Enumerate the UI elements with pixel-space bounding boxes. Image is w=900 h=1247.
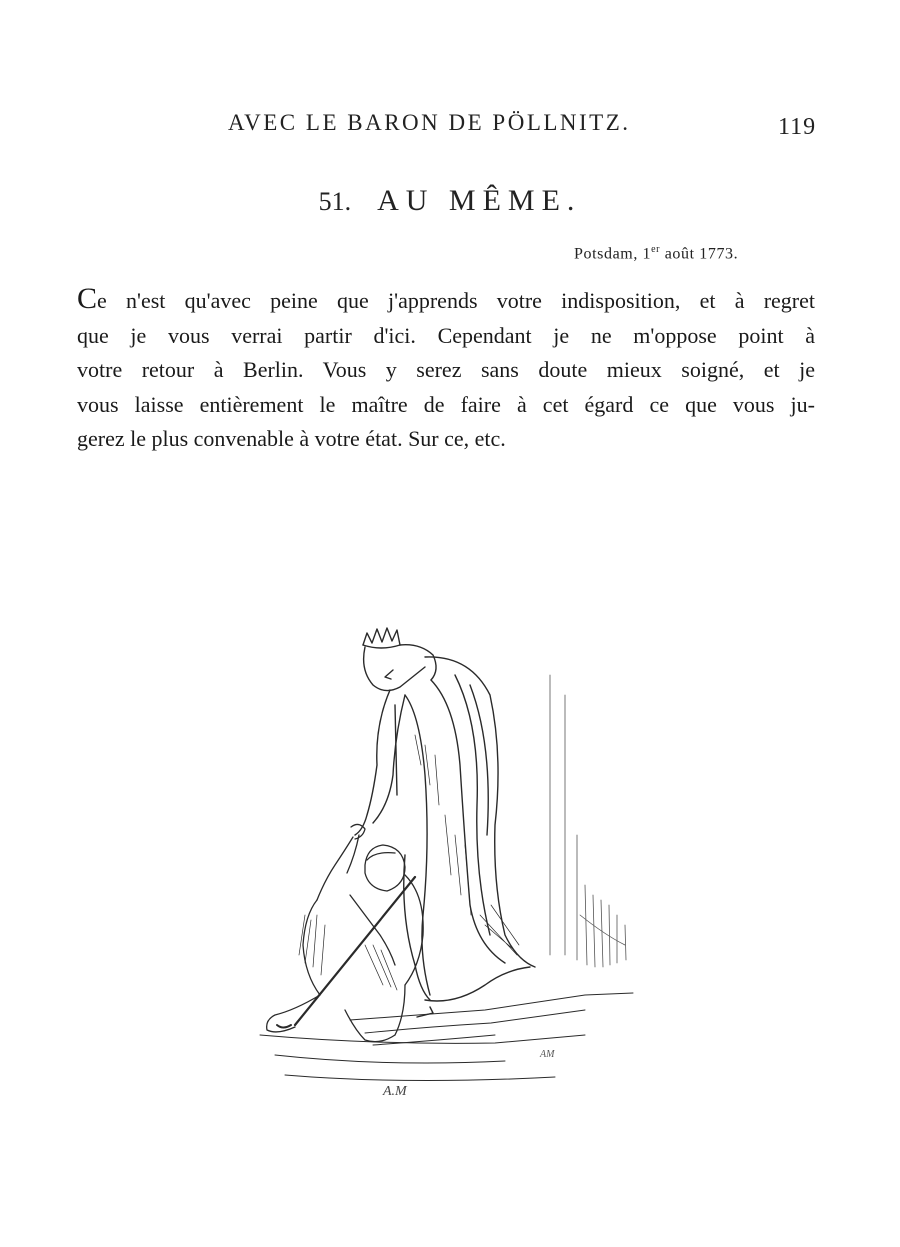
letter-heading — [0, 184, 900, 218]
body-line: votre retour à Berlin. Vous y serez sans doute mieux soigné, et je — [77, 357, 815, 382]
body-line: gerez le plus convenable à votre état. Sur ce, etc. — [77, 426, 506, 451]
body-line — [77, 284, 815, 319]
letter-title: AU MÊME. — [377, 184, 582, 217]
dateline-date: août 1773. — [660, 245, 739, 263]
running-head — [0, 110, 900, 144]
dateline — [574, 244, 738, 263]
body-line: que je vous verrai partir d'ici. Cependant je ne m'oppose point à — [77, 322, 815, 348]
page-number: 119 — [778, 114, 817, 140]
drop-initial: C — [77, 282, 98, 315]
body-line: vous laisse entièrement le maître de faire à cet égard ce que vous ju- — [77, 391, 815, 417]
kneeling-man-figure — [267, 824, 424, 1041]
artist-signature: A.M — [383, 1084, 407, 1099]
dateline-ordinal: er — [651, 244, 661, 255]
body-line-text: e n'est qu'avec peine que j'apprends votre indisposition, et à regret — [97, 288, 815, 313]
wall-hatching — [550, 675, 626, 967]
letter-body — [77, 284, 815, 457]
running-title: AVEC LE BARON DE PÖLLNITZ. — [228, 110, 631, 135]
dateline-place: Potsdam, 1 — [574, 245, 652, 263]
artist-signature-small: AM — [540, 1049, 555, 1060]
king-figure — [355, 628, 535, 1017]
steps-drawing — [260, 993, 633, 1081]
letter-number: 51. — [318, 187, 352, 216]
engraving-illustration — [255, 615, 640, 1110]
